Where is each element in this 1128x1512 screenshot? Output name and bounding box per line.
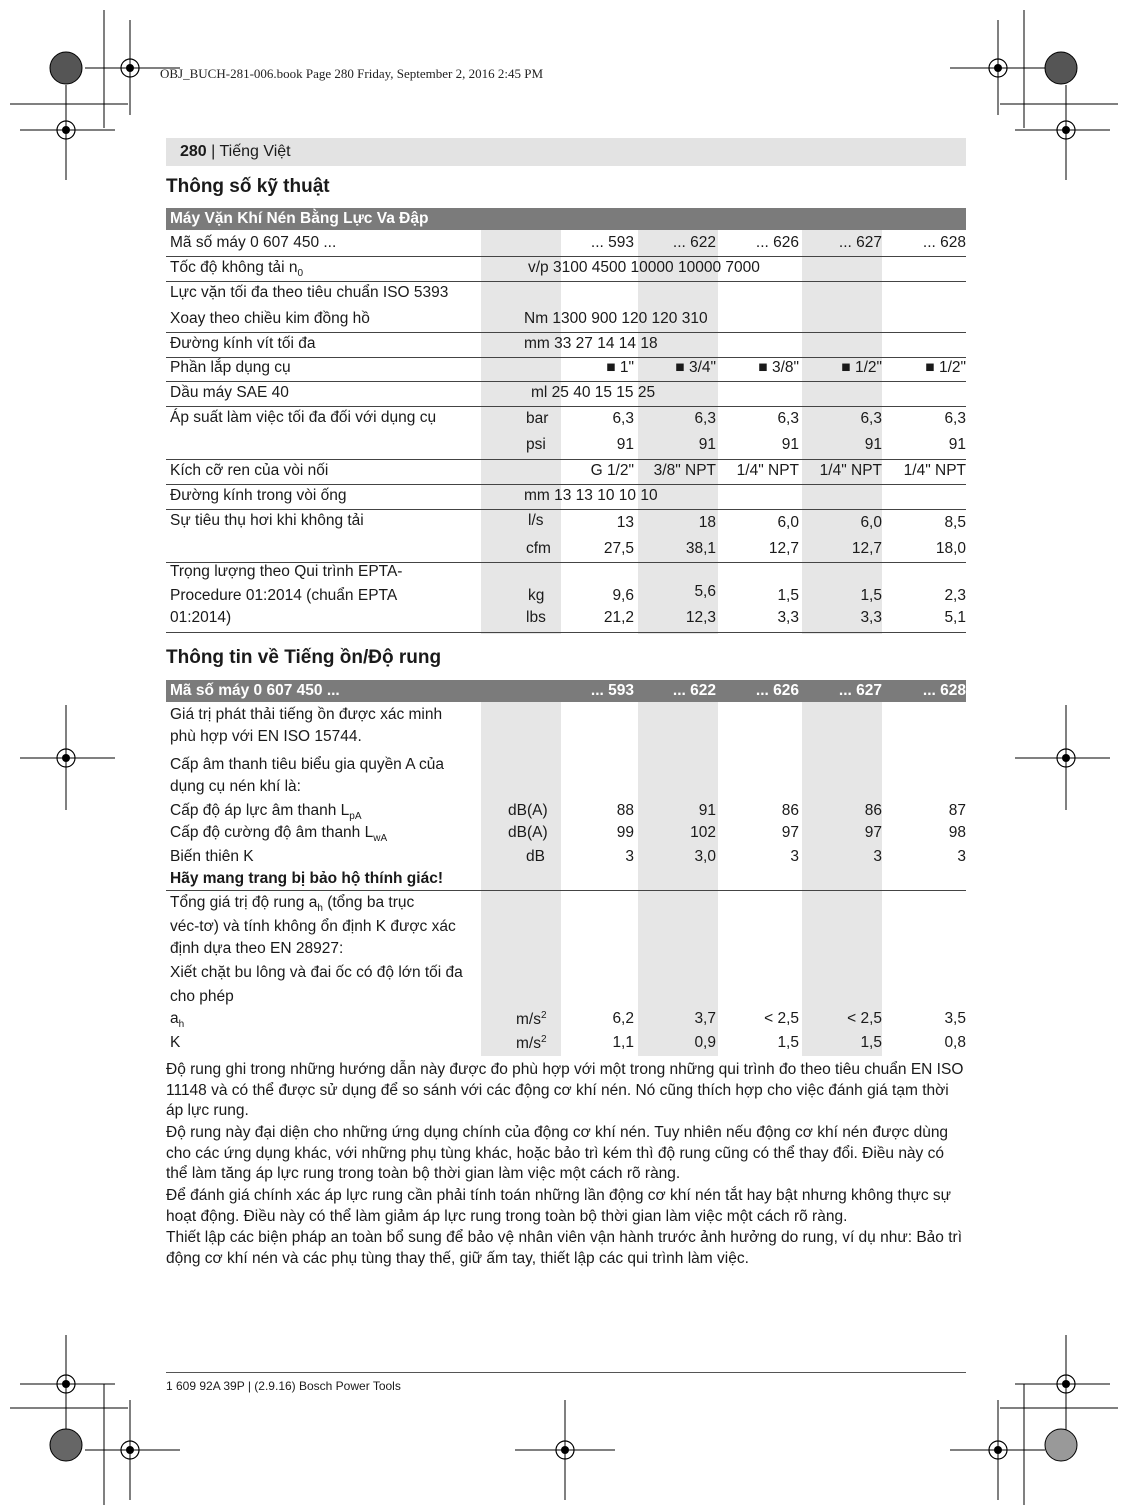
table-row: Kích cỡ ren của vòi nối G 1/2" 3/8" NPT 1/4" NPT 1/4" NPT 1/4" NPT [166, 460, 966, 485]
page-language: Tiếng Việt [219, 143, 291, 160]
table-row: Áp suất làm việc tối đa đối với dụng cụ bar 6,3 6,3 6,3 6,3 6,3 psi 91 91 91 91 91 [166, 407, 966, 460]
specs-table [166, 208, 966, 634]
page-footer: 1 609 92A 39P | (2.9.16) Bosch Power Tools [166, 1372, 966, 1393]
page-number: 280 [180, 143, 207, 160]
table-row: Đường kính vít tối đa mm 33 27 14 14 18 [166, 333, 966, 358]
print-header: OBJ_BUCH-281-006.book Page 280 Friday, September 2, 2016 2:45 PM [160, 66, 544, 81]
hearing-warning: Hãy mang trang bị bảo hộ thính giác! [170, 870, 443, 887]
specs-heading: Thông số kỹ thuật [166, 176, 330, 197]
paragraph: Độ rung ghi trong những hướng dẫn này được đo phù hợp với một trong những qui trình đo theo tiêu chuẩn EN ISO 11148 và có thể được sử dụng để so sánh với các động cơ khí nén. Nó cũng thích hợp cho việc đánh giá tạm thời áp lực rung. [166, 1061, 964, 1119]
noise-heading: Thông tin về Tiếng ồn/Độ rung [166, 647, 442, 668]
table-row: Trọng lượng theo Qui trình EPTA- Procedure 01:2014 (chuẩn EPTA 01:2014) kg 9,6 5,6 1,5 1,5 2,3 lbs 21,2 12,3 3,3 3,3 5,1 [166, 563, 966, 633]
specs-table-title: Máy Vặn Khí Nén Bằng Lực Va Đập [166, 208, 966, 230]
table-row: Tổng giá trị độ rung $a_h$ (tổng ba trục véc-tơ) và tính không ổn định K được xác định dựa theo EN 28927: Xiết chặt bu lông và đai ốc có độ lớn tối đa cho phép $a_h$ $m/s^2$ 6,2 3,7 < 2,5 < 2,5 3,5 K $m/s^2$ 1,1 0,9 1,5 1,5 0,8 [170, 894, 966, 1053]
table-row: Xoay theo chiều kim đồng hồ Nm 1300 900 120 120 310 [166, 308, 966, 333]
paragraph: Thiết lập các biện pháp an toàn bổ sung để bảo vệ nhân viên vận hành trước ảnh hưởng do rung, ví dụ như: Bảo trì động cơ khí nén và các phụ tùng thay thế, giữ ấm tay, thiết lập các qui trình làm việc. [166, 1229, 962, 1267]
paragraph: Để đánh giá chính xác áp lực rung cần phải tính toán những lần động cơ khí nén tắt hay bật nhưng không thực sự hoạt động. Điều này có thể làm giảm áp lực rung trong toàn bộ thời gian làm việc một cách rõ ràng. [166, 1187, 952, 1225]
noise-table [166, 680, 966, 1056]
table-row: Tốc độ không tải $n_0$ v/p 3100 4500 10000 10000 7000 [166, 257, 966, 282]
table-row: Lực vặn tối đa theo tiêu chuẩn ISO 5393 [170, 284, 449, 301]
paragraph: Độ rung này đại diện cho những ứng dụng chính của động cơ khí nén. Tuy nhiên nếu động cơ khí nén được dùng cho các ứng dụng khác, với những phụ tùng khác, hoặc bảo trì kém thì độ rung cũng có thể thay đổi. Điều này có thể làm tăng áp lực rung trong toàn bộ thời gian làm việc một cách rõ ràng. [166, 1124, 949, 1182]
table-row: Mã số máy 0 607 450 ... ... 593 ... 622 ... 626 ... 627 ... 628 [166, 232, 966, 257]
table-row: Giá trị phát thải tiếng ồn được xác minh phù hợp với EN ISO 15744. Cấp âm thanh tiêu biểu gia quyền A của dụng cụ nén khí là: Cấp độ áp lực âm thanh $L_{pA}$ dB(A) 88 91 86 86 87 Cấp độ cường độ âm thanh $L_{wA}$ dB(A) 99 102 97 97 98 Biến thiên K dB 3 3,0 3 3 3 Hãy mang trang bị bảo hộ thính giác! [166, 702, 966, 891]
table-row: Phần lắp dụng cụ ■ 1" ■ 3/4" ■ 3/8" ■ 1/2" ■ 1/2" [166, 358, 966, 382]
table-row: Dầu máy SAE 40 ml 25 40 15 15 25 [166, 382, 966, 407]
page-header: 280 | Tiếng Việt [166, 138, 966, 166]
noise-table-header: Mã số máy 0 607 450 ... ... 593 ... 622 ... 626 ... 627 ... 628 [166, 680, 966, 702]
table-row: Sự tiêu thụ hơi khi không tải l/s 13 18 6,0 6,0 8,5 cfm 27,5 38,1 12,7 12,7 18,0 [166, 510, 966, 563]
table-row: Đường kính trong vòi ống mm 13 13 10 10 10 [166, 485, 966, 510]
